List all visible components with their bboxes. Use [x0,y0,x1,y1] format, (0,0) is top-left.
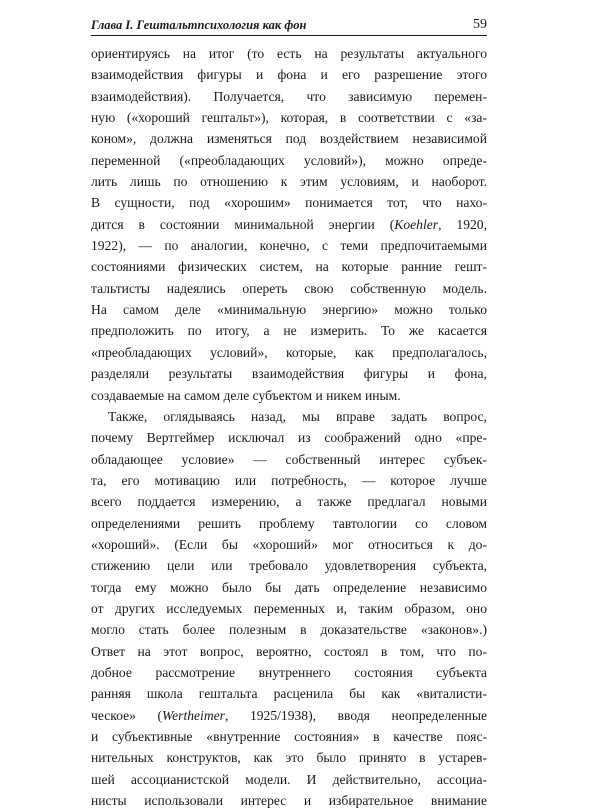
text-line: состояниями физических систем, на которые ранние гешт- [91,259,487,275]
text-line: от других исследуемых переменных и, таким образом, оно [91,600,487,616]
text-line: обладающее условие» — собственный интерес субъек- [91,451,487,467]
text-line: 1922), — по аналогии, конечно, с теми предпочитаемыми [91,238,487,254]
text-line: нисты использовали интерес и избирательное внимание [91,793,487,809]
text-line: взаимодействия фигуры и фона и его разрешение этого [91,67,487,83]
text-line-with-citation [91,214,487,235]
citation-author-wertheimer: Wertheimer [162,707,225,723]
text-line: определениями решить проблему тавтологии со словом [91,515,487,531]
text-line: переменной («преобладающих условий»), можно опреде- [91,152,487,168]
text-line: почему Вертгеймер исключал из соображений одно «пре- [91,430,487,446]
page-number: 59 [473,17,487,32]
text-line: «хороший». (Если бы «хороший» мог относиться к до- [91,536,487,552]
text-line: тальтисты надеялись опереть свою собственную модель. [91,280,487,296]
text-line: коном», должна изменяться под воздействием независимой [91,131,487,147]
text-line-paragraph-end: создаваемые на самом деле субъектом и никем иным. [91,387,401,403]
text-line: шей ассоцианистской модели. И действительно, ассоциа- [91,771,487,787]
text-line: тогда ему можно было бы дать определение независимо [91,579,487,595]
text-line: «преобладающих условий», которые, как предполагалось, [91,344,487,360]
text-line: и субъективные «внутренние состояния» в качестве пояс- [91,729,487,744]
text-line-with-citation [91,705,487,726]
text-line-paragraph-start: Также, оглядываясь назад, мы вправе задать вопрос, [108,408,487,424]
text-line: ориентируясь на итог (то есть на результаты актуального [91,46,487,61]
text-line: На самом деле «минимальную энергию» можно только [91,302,487,318]
running-head [91,11,487,33]
text-line: стижению цели или требовало удовлетворения субъекта, [91,558,487,574]
text-line: разделяли результаты взаимодействия фигуры и фона, [91,366,487,382]
text-line: та, его мотивацию или потребность, — которое лучше [91,472,487,488]
text-fragment: дится в состоянии минимальной энергии ( [91,216,395,232]
text-line: В сущности, под «хорошим» понимается тот, что нахо- [91,195,487,211]
text-line: добное рассмотрение внутреннего состояния субъекта [91,664,487,680]
text-line: нительных конструктов, как это было принято в устарев- [91,750,487,766]
text-line: ную («хороший гештальт»), которая, в соответствии с «за- [91,110,487,126]
citation-year: , 1920, [438,216,487,232]
text-line: предположить по итогу, а не измерить. То же касается [91,323,487,339]
citation-year: , 1925/1938), вводя неопределенные [224,707,487,723]
chapter-title: Глава I. Гештальтпсихология как фон [91,18,307,32]
header-rule [91,35,487,36]
text-line: лить лишь по отношению к этим условиям, и наоборот. [91,174,487,190]
text-line: взаимодействия). Получается, что зависимую перемен- [91,88,487,104]
text-fragment: ческое» ( [91,707,163,723]
text-line: Ответ на этот вопрос, вероятно, состоял в том, что по- [91,643,487,659]
citation-author-koehler: Koehler [394,216,439,232]
body-text [91,43,487,811]
text-line: ранняя школа гештальта расценила бы как «виталисти- [91,686,487,702]
text-line: могло стать более полезным в доказательстве «законов».) [91,622,487,638]
text-line: всего поддается измерению, а также предлагал новыми [91,494,487,510]
